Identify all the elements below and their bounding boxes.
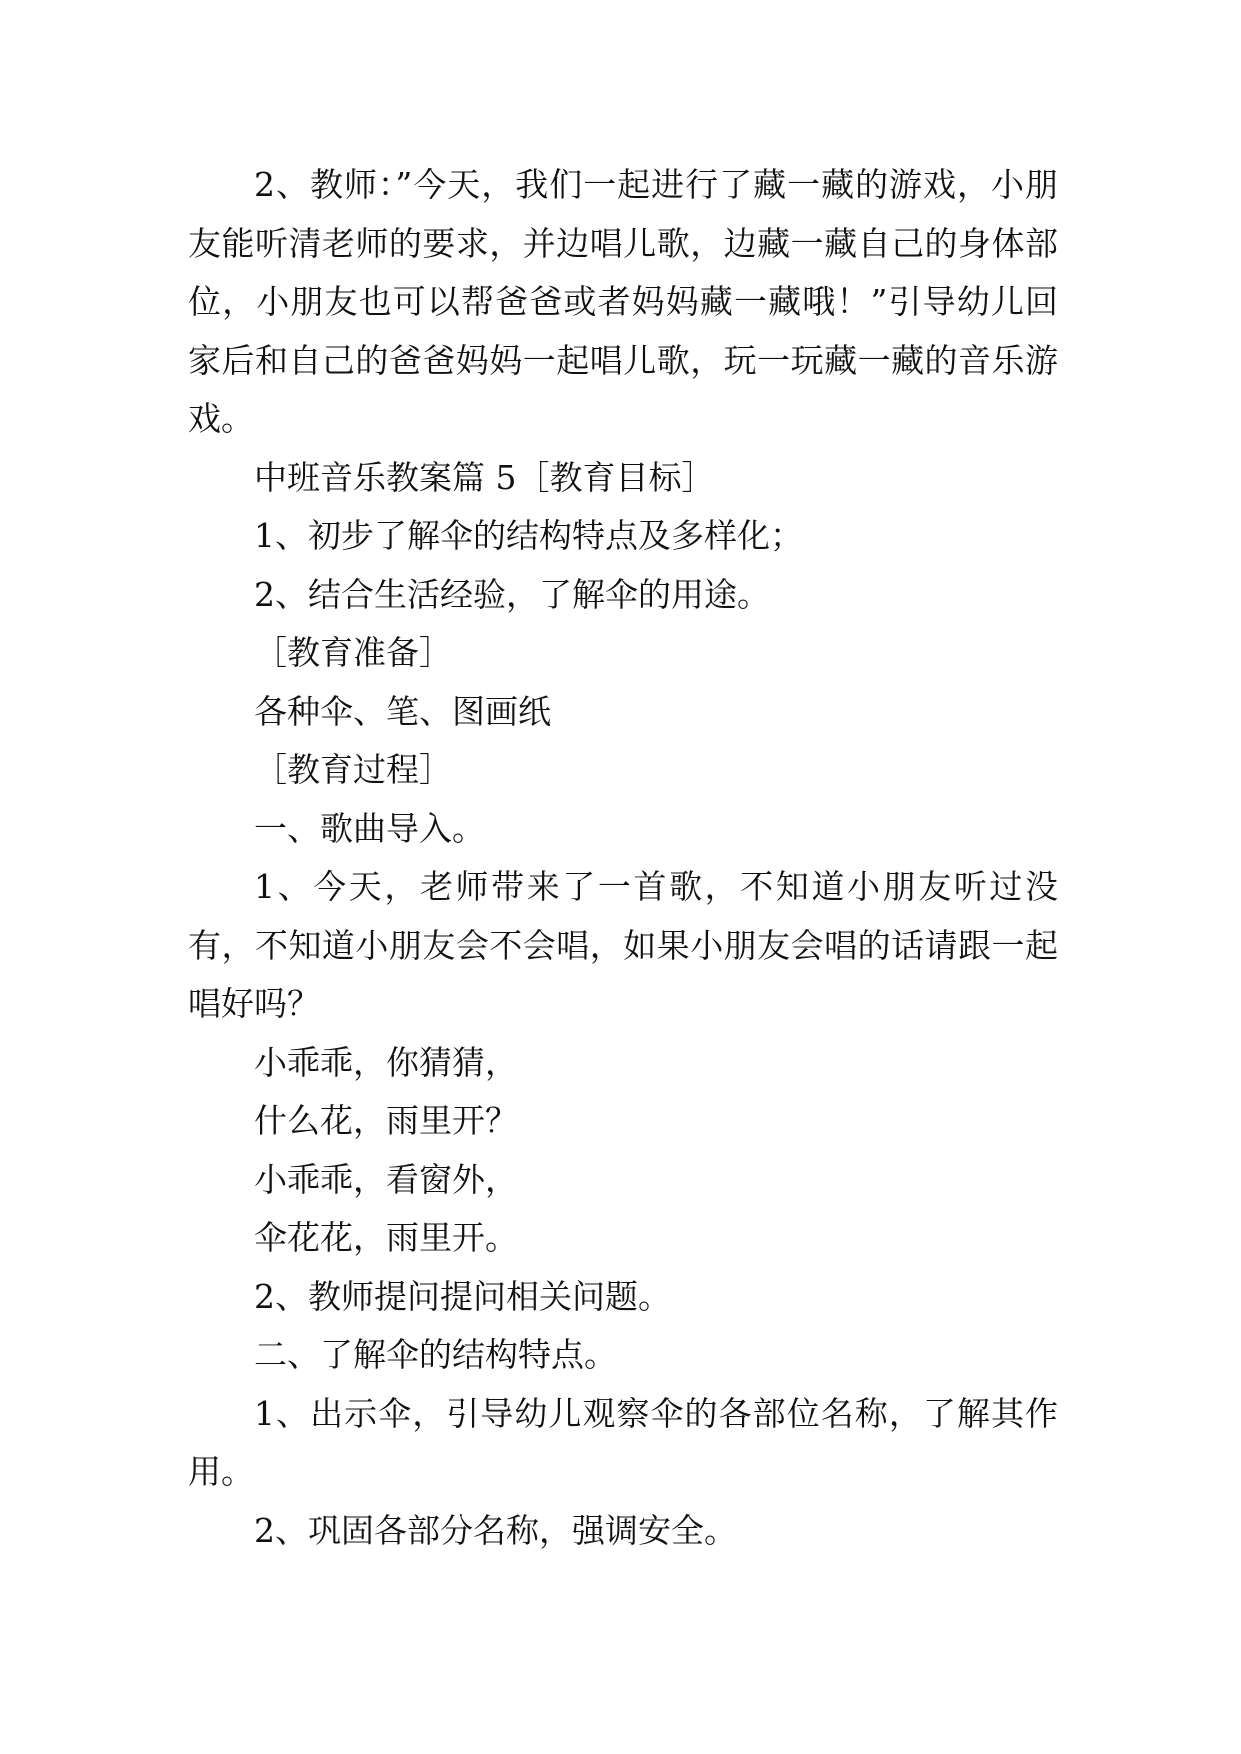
objective-2: 2、结合生活经验，了解伞的用途。 <box>254 574 770 614</box>
section-heading-preparation: ［教育准备］ <box>254 633 452 672</box>
section-heading-process: ［教育过程］ <box>254 750 452 789</box>
song-line-1: 小乖乖，你猜猜， <box>254 1042 518 1082</box>
paragraph-teacher-questions: 2、教师提问提问相关问题。 <box>254 1276 671 1316</box>
song-line-4: 伞花花，雨里开。 <box>254 1218 518 1257</box>
song-line-3: 小乖乖，看窗外， <box>254 1159 518 1199</box>
lesson-title-objectives: 中班音乐教案篇 5［教育目标］ <box>254 457 715 497</box>
song-line-2: 什么花，雨里开？ <box>254 1101 518 1140</box>
step-heading-structure: 二、了解伞的结构特点。 <box>254 1335 617 1374</box>
paragraph-safety: 2、巩固各部分名称，强调安全。 <box>254 1510 737 1550</box>
objective-1: 1、初步了解伞的结构特点及多样化； <box>254 516 803 555</box>
paragraph-show-umbrella: 1、出示伞，引导幼儿观察伞的各部位名称，了解其作用。 <box>188 1393 1058 1491</box>
step-heading-song-intro: 一、歌曲导入。 <box>254 808 485 848</box>
paragraph-closing-activity: 2、教师：”今天，我们一起进行了藏一藏的游戏，小朋友能听清老师的要求，并边唱儿歌，边藏一藏自己的身体部位，小朋友也可以帮爸爸或者妈妈藏一藏哦！”引导幼儿回家后和自己的爸爸妈妈一起唱儿歌，玩一玩藏一藏的音乐游戏。 <box>188 165 1058 438</box>
document-body <box>188 156 1058 1560</box>
preparation-materials: 各种伞、笔、图画纸 <box>254 691 551 731</box>
paragraph-song-question: 1、今天，老师带来了一首歌，不知道小朋友听过没有，不知道小朋友会不会唱，如果小朋友会唱的话请跟一起唱好吗？ <box>188 867 1058 1023</box>
